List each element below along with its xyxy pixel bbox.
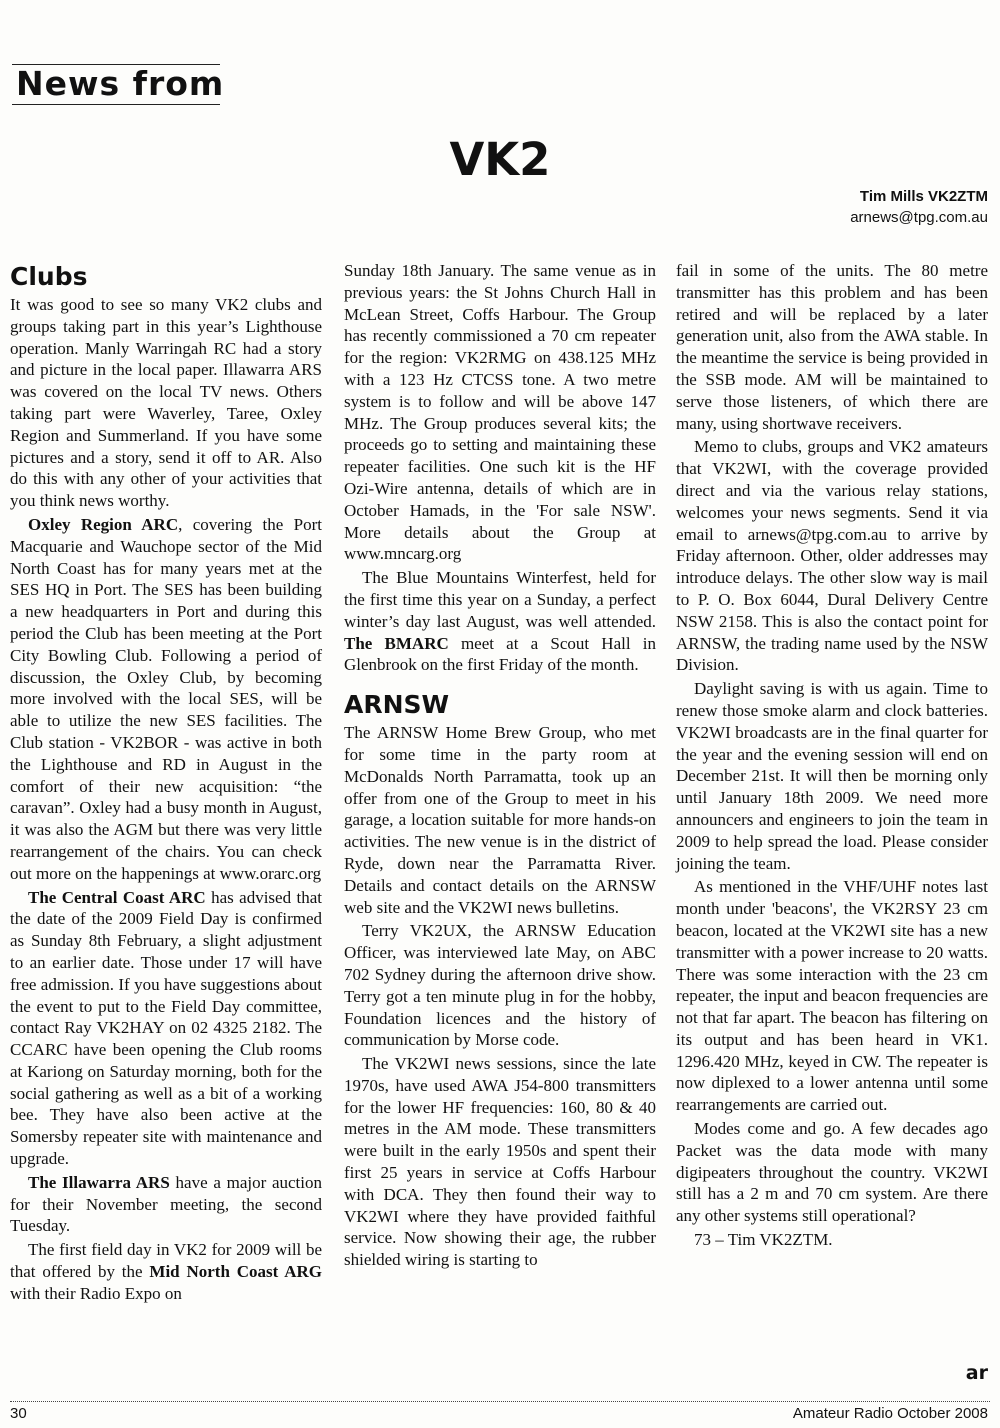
paragraph — [10, 887, 322, 1170]
publication-info: Amateur Radio October 2008 — [792, 1405, 988, 1422]
paragraph-text: has advised that the date of the 2009 Field Day is confirmed as Sunday 8th February, a slight adjustment to an earlier date. Those under 17 will have free admission. If you have suggestions about the event to put to the Field Day committee, contact Ray VK2HAY on 02 4325 2182. The CCARC have been opening the Club rooms at Kariong on Saturday morning, both for the social gathering as well as a bit of a working bee. They have also been active at the Somersby repeater site with maintenance and upgrade. — [10, 887, 322, 1169]
paragraph-text: The first field day in VK2 for 2009 will be that offered by the — [10, 1240, 322, 1282]
paragraph — [344, 567, 656, 676]
club-name: The Central Coast ARC — [28, 887, 206, 907]
byline — [850, 186, 988, 228]
author-email: arnews@tpg.com.au — [850, 209, 988, 226]
heading-clubs: Clubs — [10, 262, 88, 291]
paragraph-text: meet at a Scout Hall in Glenbrook on the first Friday of the month. — [344, 633, 656, 675]
paragraph: It was good to see so many VK2 clubs and groups taking part in this year’s Lighthouse operation. Manly Warringah RC had a story and picture in the local paper. Illawarra ARS was covered on the local TV news. Others taking part were Waverley, Taree, Oxley Region and Summerland. If you have some pictures and a story, send it off to AR. Also do this with any other of your activities that you think news worthy. — [10, 295, 322, 511]
paragraph: Sunday 18th January. The same venue as in previous years: the St Johns Church Hall in McLean Street, Coffs Harbour. The Group has recently commissioned a 70 cm repeater for the region: VK2RMG on 438.125 MHz with a 123 Hz CTCSS tone. A two metre system is to follow and will be above 147 MHz. The Group produces several kits; the proceeds go to setting and maintaining these repeater facilities. One such kit is the HF Ozi-Wire antenna, details of which are in October Hamads, in the 'For sale NSW'. More details about the Group at www.mncarg.org — [344, 261, 656, 564]
paragraph: Modes come and go. A few decades ago Packet was the data mode with many digipeaters throughout the country. VK2WI still has a 2 m and 70 cm system. Are there any other systems still operational? — [676, 1119, 988, 1226]
author-name: Tim Mills VK2ZTM — [859, 188, 988, 205]
club-name: The Illawarra ARS — [28, 1172, 170, 1192]
club-name: The BMARC — [344, 633, 449, 653]
club-name: Oxley Region ARC — [28, 514, 179, 534]
paragraph: As mentioned in the VHF/UHF notes last month under 'beacons', the VK2RSY 23 cm beacon, located at the VK2WI site has a new transmitter with a power increase to 20 watts. There was some interaction with the 23 cm repeater, the input and beacon frequencies are not that far apart. The beacon has filtering on its output and has been heard in VK1. 1296.420 MHz, keyed in CW. The repeater is now diplexed to a lower antenna until some rearrangements are carried out. — [676, 877, 988, 1115]
heading-arnsw: ARNSW — [344, 690, 450, 720]
paragraph: The ARNSW Home Brew Group, who met for some time in the party room at McDonalds North Parramatta, took up an offer from one of the Group to meet in his garage, a location suitable for more hands-on activities. The new venue is in the district of Ryde, down near the Parramatta River. Details and contact details on the ARNSW web site and the VK2WI news bulletins. — [344, 723, 656, 917]
signoff: 73 – Tim VK2ZTM. — [694, 1230, 833, 1250]
page-number: 30 — [10, 1405, 27, 1422]
paragraph: Terry VK2UX, the ARNSW Education Officer, was interviewed late May, on ABC 702 Sydney during the afternoon drive show. Terry got a ten minute plug in for the hobby, Foundation licences and the history of communication by Morse code. — [344, 921, 656, 1050]
paragraph: Daylight saving is with us again. Time to renew those smoke alarm and clock batteries. VK2WI broadcasts are in the final quarter for the year and the evening session will end on December 21st. It will then be morning only until January 18th 2009. We need more announcers and engineers to join the team in 2009 to help spread the load. Please consider joining the team. — [676, 679, 988, 873]
end-mark: ar — [965, 1362, 988, 1384]
paragraph — [10, 1172, 322, 1237]
paragraph — [10, 514, 322, 885]
paragraph-text: , covering the Port Macquarie and Wauchope sector of the Mid North Coast has for many years met at the SES HQ in Port. The SES has been building a new headquarters in Port and during this period the Club has been meeting at the Port City Bowling Club. Following a period of discussion, the Oxley Club, by becoming more involved with the local SES, will be able to utilize the new SES facilities. The Club station - VK2BOR - was active in both the Lighthouse and RD in August in the comfort of their new acquisition: “the caravan”. Oxley had a busy month in August, it was also the AGM but there was very little rearrangement of the chairs. You can check out more on the happenings at www.orarc.org — [10, 514, 322, 883]
club-name: Mid North Coast ARG — [149, 1262, 322, 1282]
column-3 — [676, 260, 988, 1253]
column-2 — [344, 260, 656, 1273]
column-1 — [10, 260, 322, 1307]
paragraph: fail in some of the units. The 80 metre transmitter has this problem and has been retired and will be replaced by a later generation unit, also from the AWA stable. In the meantime the service is being provided in the SSB mode. AM will be maintained to serve those listeners, of which there are many, using shortwave receivers. — [676, 261, 988, 433]
region-title: VK2 — [449, 133, 551, 186]
footer-rule — [10, 1401, 990, 1402]
title-rule-bottom — [12, 104, 220, 105]
paragraph: Memo to clubs, groups and VK2 amateurs that VK2WI, with the coverage provided direct and via the various relay stations, welcomes your news segments. Send it via email to arnews@tpg.com.au to arrive by Friday afternoon. Other, older addresses may introduce delays. The other slow way is mail to P. O. Box 6044, Dural Delivery Centre NSW 2158. This is also the contact point for ARNSW, the trading name used by the NSW Division. — [676, 437, 988, 675]
paragraph — [10, 1239, 322, 1304]
paragraph-text: with their Radio Expo on — [10, 1283, 182, 1303]
paragraph-text: The Blue Mountains Winterfest, held for the first time this year on a Sunday, a perfect winter’s day last August, was well attended. — [344, 568, 656, 631]
section-title: News from — [16, 64, 225, 103]
paragraph: The VK2WI news sessions, since the late 1970s, have used AWA J54-800 transmitters for the lower HF frequencies: 160, 80 & 40 metres in the AM mode. These transmitters were built in the early 1950s and spent their first 25 years in service at Coffs Harbour with DCA. They then found their way to VK2WI where they have provided faithful service. Now showing their age, the rubber shielded wiring is starting to — [344, 1054, 656, 1270]
paragraph-text: have a major auction for their November meeting, the second Tuesday. — [10, 1172, 323, 1236]
